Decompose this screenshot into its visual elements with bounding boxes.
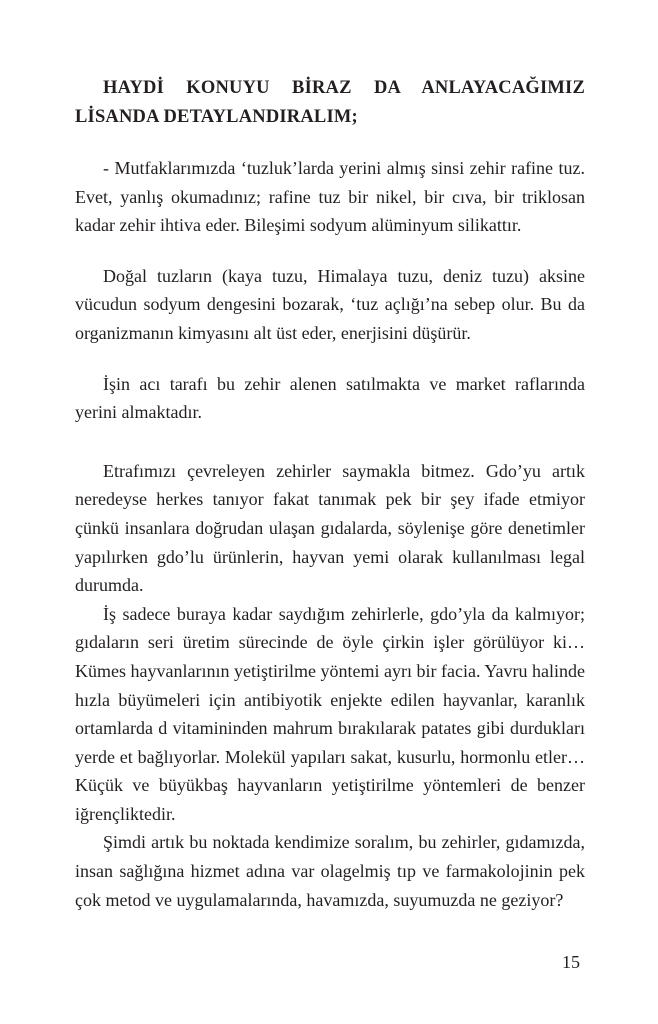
- paragraph-mass-production: İş sadece buraya kadar saydığım zehirlerle, gdo’yla da kalmıyor; gıdaların seri üretim sürecinde de öyle çirkin işler görülüyor ki… Kümes hayvanlarının yetiştirilme yöntemi ayrı bir facia. Yavru halinde hızla büyümeleri için antibiyotik enjekte edilen hayvanlar, karanlık ortamlarda d vitamininden mahrum bırakılarak patates gibi durdukları yerde et bağlıyorlar. Molekül yapıları sakat, kusurlu, hormonlu etler… Küçük ve büyükbaş hayvanların yetiştirilme yöntemleri de benzer iğrençliktedir.: [75, 603, 585, 824]
- paragraph-gmo: Etrafımızı çevreleyen zehirler saymakla bitmez. Gdo’yu artık neredeyse herkes tanıyor fakat tanımak pek bir şey ifade etmiyor çünkü insanlara doğrudan ulaşan gıdalarda, söylenişe göre denetimler yapılırken gdo’lu ürünlerin, hayvan yemi olarak kullanılması legal durumda.: [75, 460, 585, 596]
- paragraph-natural-salts: Doğal tuzların (kaya tuzu, Himalaya tuzu, deniz tuzu) aksine vücudun sodyum dengesini bozarak, ‘tuz açlığı’na sebep olur. Bu da organizmanın kimyasını alt üst eder, enerjisini düşürür.: [75, 265, 585, 343]
- paragraph-market-shelves: İşin acı tarafı bu zehir alenen satılmakta ve market raflarında yerini almaktadır.: [75, 373, 585, 423]
- page-body: [75, 74, 585, 914]
- paragraph-closing-question: Şimdi artık bu noktada kendimize soralım, bu zehirler, gıdamızda, insan sağlığına hizmet adına var olagelmiş tıp ve farmakolojinin pek çok metod ve uygulamalarında, havamızda, suyumuzda ne geziyor?: [75, 832, 585, 910]
- page-number: 15: [562, 952, 580, 972]
- paragraph-refined-salt: - Mutfaklarımızda ‘tuzluk’larda yerini almış sinsi zehir rafine tuz. Evet, yanlış okumadınız; rafine tuz bir nikel, bir cıva, bir triklosan kadar zehir ihtiva eder. Bileşimi sodyum alüminyum silikattır.: [75, 158, 585, 236]
- section-heading: HAYDİ KONUYU BİRAZ DA ANLAYACAĞIMIZ LİSANDA DETAYLANDIRALIM;: [75, 78, 585, 127]
